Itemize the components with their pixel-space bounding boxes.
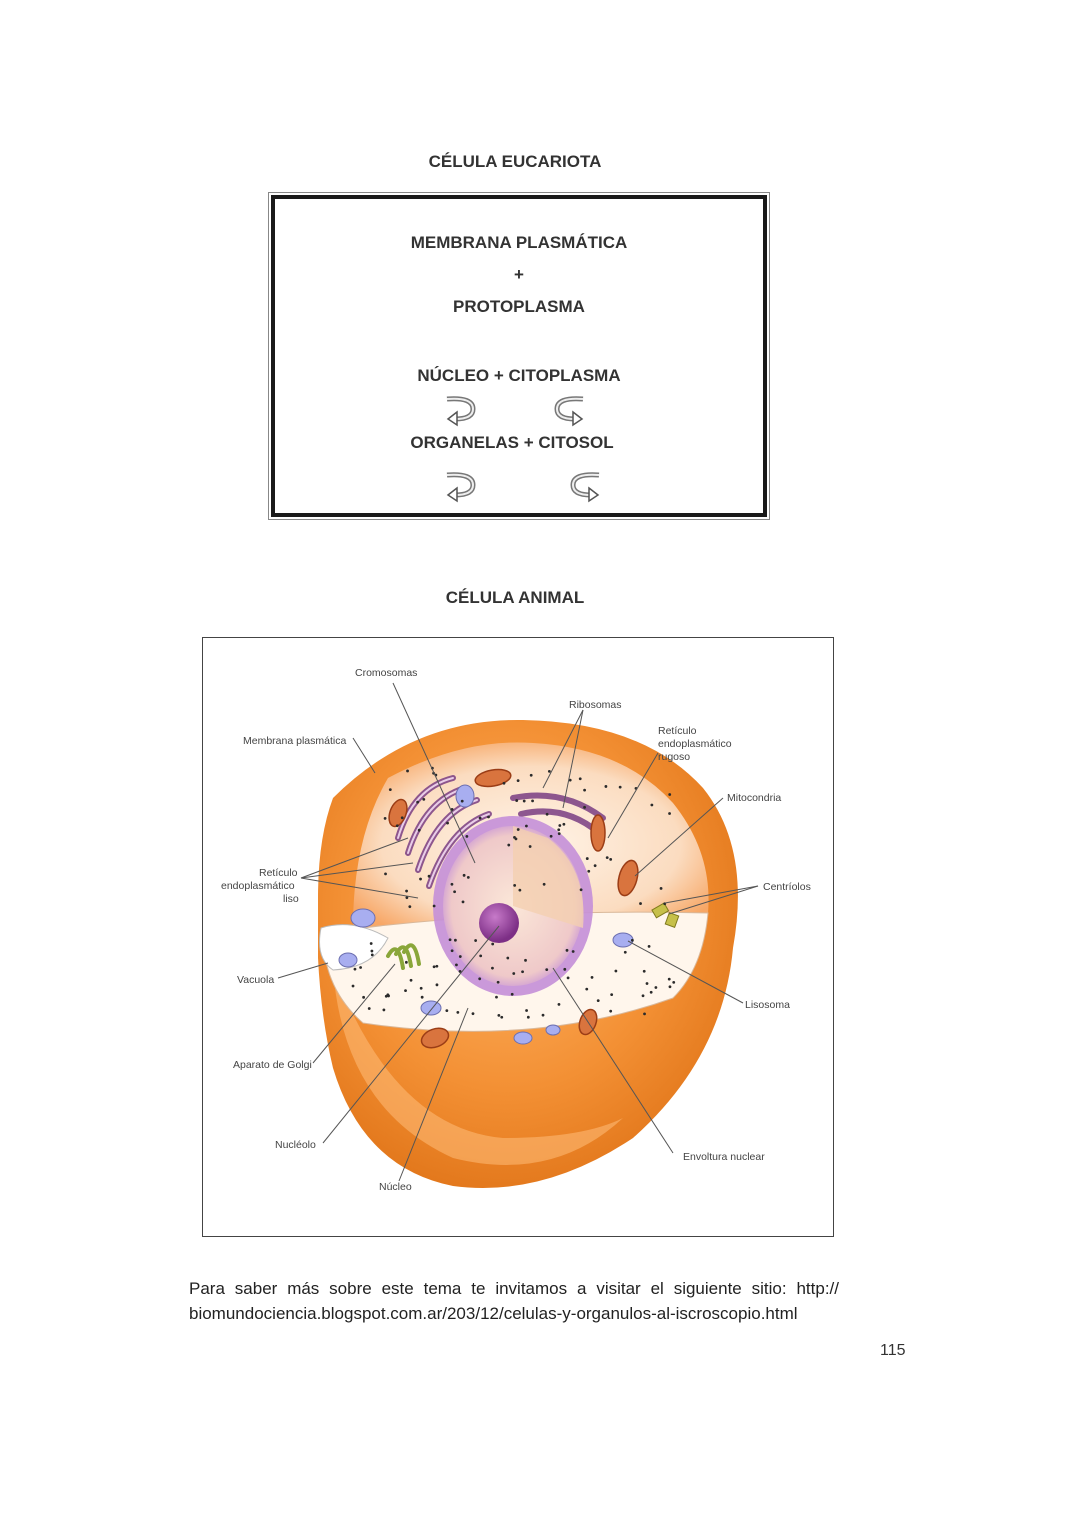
- ribosome-dot: [491, 967, 494, 970]
- protoplasm-label: PROTOPLASMA: [453, 297, 585, 316]
- ribosome-dot: [497, 1014, 500, 1017]
- animal-cell-illustration: [203, 638, 834, 1237]
- ribosome-dot: [531, 800, 534, 803]
- label-mitocondria: Mitocondria: [727, 792, 782, 804]
- ribosome-dot: [525, 825, 528, 828]
- ribosome-dot: [546, 813, 549, 816]
- ribosome-dot: [478, 977, 481, 980]
- ribosome-dot: [371, 953, 374, 956]
- ribosome-dot: [557, 828, 560, 831]
- ribosome-dot: [419, 878, 422, 881]
- ribosome-dot: [517, 828, 520, 831]
- ribosome-dot: [545, 968, 548, 971]
- ribosome-dot: [401, 816, 404, 819]
- ribosome-dot: [558, 832, 561, 835]
- ribosome-dot: [614, 970, 617, 973]
- ribosome-dot: [587, 870, 590, 873]
- ribosome-dot: [435, 965, 438, 968]
- ribosome-dot: [382, 1009, 385, 1012]
- ribosome-dot: [527, 1016, 530, 1019]
- ribosome-dot: [463, 874, 466, 877]
- label-reticulo-liso-2: endoplasmático: [221, 880, 295, 892]
- ribosome-dot: [422, 798, 425, 801]
- ribosome-dot: [650, 804, 653, 807]
- curved-arrow-icon: [567, 469, 603, 503]
- ribosome-dot: [668, 978, 671, 981]
- curved-arrow-icon: [551, 393, 587, 427]
- ribosome-dot: [518, 889, 521, 892]
- ribosome-dot: [511, 993, 514, 996]
- ribosome-dot: [660, 887, 663, 890]
- ribosome-dot: [669, 985, 672, 988]
- curved-arrow-icon: [443, 393, 479, 427]
- ribosome-dot: [472, 1012, 475, 1015]
- ribosome-dot: [370, 942, 373, 945]
- ribosome-dot: [479, 817, 482, 820]
- page-number: 115: [880, 1342, 906, 1359]
- ribosome-dot: [513, 884, 516, 887]
- ribosome-dot: [506, 957, 509, 960]
- label-reticulo-rugoso-2: endoplasmático: [658, 738, 732, 750]
- ribosome-dot: [643, 970, 646, 973]
- nucleolus-shape: [479, 903, 519, 943]
- ribosome-dot: [384, 872, 387, 875]
- ribosome-dot: [362, 996, 365, 999]
- ribosome-dot: [562, 823, 565, 826]
- ribosome-dot: [524, 959, 527, 962]
- ribosome-dot: [624, 951, 627, 954]
- ribosome-dot: [529, 845, 532, 848]
- membrane-label: MEMBRANA PLASMÁTICA: [410, 233, 628, 252]
- ribosome-dot: [359, 966, 362, 969]
- ribosome-dot: [433, 965, 436, 968]
- organelles-cytosol-label: ORGANELAS + CITOSOL: [410, 433, 614, 452]
- ribosome-dot: [389, 788, 392, 791]
- ribosome-dot: [668, 793, 671, 796]
- ribosome-dot: [503, 782, 506, 785]
- label-reticulo-liso-1: Retículo: [259, 867, 298, 879]
- ribosome-dot: [479, 954, 482, 957]
- ribosome-dot: [497, 981, 500, 984]
- label-centriolos: Centríolos: [763, 881, 811, 893]
- label-nucleo: Núcleo: [379, 1181, 412, 1193]
- ribosome-dot: [610, 993, 613, 996]
- ribosome-dot: [495, 996, 498, 999]
- ribosome-dot: [672, 981, 675, 984]
- ribosome-dot: [515, 799, 518, 802]
- ribosome-dot: [416, 801, 419, 804]
- ribosome-dot: [487, 816, 490, 819]
- ribosome-dot: [465, 835, 468, 838]
- ribosome-dot: [609, 1010, 612, 1013]
- ribosome-dot: [558, 1003, 561, 1006]
- ribosome-dot: [517, 779, 520, 782]
- ribosome-dot: [643, 1012, 646, 1015]
- ribosome-dot: [371, 950, 374, 953]
- ribosome-dot: [467, 876, 470, 879]
- ribosome-dot: [500, 1016, 503, 1019]
- ribosome-dot: [572, 950, 575, 953]
- ribosome-dot: [428, 875, 431, 878]
- label-reticulo-liso-3: liso: [283, 893, 299, 905]
- ribosome-dot: [406, 770, 409, 773]
- ribosome-dot: [386, 993, 389, 996]
- ribosome-dot: [668, 812, 671, 815]
- ribosome-dot: [396, 824, 399, 827]
- ribosome-dot: [453, 890, 456, 893]
- ribosome-dot: [354, 968, 357, 971]
- label-membrana: Membrana plasmática: [243, 735, 347, 747]
- label-nucleolo: Nucléolo: [275, 1139, 316, 1151]
- ribosome-dot: [606, 856, 609, 859]
- ribosome-dot: [521, 970, 524, 973]
- label-reticulo-rugoso-3: rugoso: [658, 751, 691, 763]
- ribosome-dot: [567, 977, 570, 980]
- ribosome-dot: [654, 986, 657, 989]
- ribosome-dot: [550, 835, 553, 838]
- ribosome-dot: [558, 824, 561, 827]
- label-vacuola: Vacuola: [237, 974, 275, 986]
- ribosome-dot: [530, 774, 533, 777]
- plus-sign: +: [514, 265, 524, 284]
- ribosome-dot: [639, 902, 642, 905]
- ribosome-dot: [646, 982, 649, 985]
- ribosome-dot: [631, 939, 634, 942]
- heading-animal-cell: CÉLULA ANIMAL: [445, 588, 585, 607]
- ribosome-dot: [455, 963, 458, 966]
- ribosome-dot: [586, 857, 589, 860]
- ribosome-dot: [368, 1007, 371, 1010]
- ribosome-dot: [548, 770, 551, 773]
- heading-eukaryotic-cell: CÉLULA EUCARIOTA: [428, 152, 602, 171]
- label-ribosomas: Ribosomas: [569, 699, 622, 711]
- ribosome-dot: [420, 987, 423, 990]
- ribosome-dot: [583, 789, 586, 792]
- ribosome-dot: [585, 988, 588, 991]
- ribosome-dot: [594, 864, 597, 867]
- ribosome-dot: [543, 883, 546, 886]
- ribosome-dot: [418, 829, 421, 832]
- ribosome-dot: [410, 979, 413, 982]
- ribosome-dot: [648, 945, 651, 948]
- ribosome-dot: [507, 844, 510, 847]
- ribosome-dot: [605, 785, 608, 788]
- ribosome-dot: [525, 1009, 528, 1012]
- ribosome-dot: [609, 858, 612, 861]
- ribosome-dot: [579, 777, 582, 780]
- ribosome-dot: [461, 800, 464, 803]
- ribosome-dot: [474, 939, 477, 942]
- ribosome-dot: [456, 1011, 459, 1014]
- ribosome-dot: [454, 939, 457, 942]
- label-reticulo-rugoso-1: Retículo: [658, 725, 697, 737]
- ribosome-dot: [421, 996, 424, 999]
- ribosome-dot: [405, 890, 408, 893]
- ribosome-dot: [566, 949, 569, 952]
- label-cromosomas: Cromosomas: [355, 667, 418, 679]
- curved-arrow-icon: [443, 469, 479, 503]
- ribosome-dot: [462, 901, 465, 904]
- label-envoltura: Envoltura nuclear: [683, 1151, 765, 1163]
- ribosome-dot: [446, 822, 449, 825]
- ribosome-dot: [451, 883, 454, 886]
- ribosome-dot: [542, 1014, 545, 1017]
- ribosome-dot: [583, 806, 586, 809]
- ribosome-dot: [352, 985, 355, 988]
- label-lisosoma: Lisosoma: [745, 999, 790, 1011]
- ribosome-dot: [459, 955, 462, 958]
- ribosome-dot: [513, 836, 516, 839]
- ribosome-dot: [451, 949, 454, 952]
- ribosome-dot: [580, 888, 583, 891]
- ribosome-dot: [445, 1009, 448, 1012]
- ribosome-dot: [491, 943, 494, 946]
- ribosome-dot: [597, 999, 600, 1002]
- ribosome-dot: [650, 991, 653, 994]
- ribosome-dot: [449, 938, 452, 941]
- label-golgi: Aparato de Golgi: [233, 1059, 312, 1071]
- ribosome-dot: [404, 989, 407, 992]
- ribosome-dot: [384, 817, 387, 820]
- ribosome-dot: [433, 905, 436, 908]
- ribosome-dot: [591, 976, 594, 979]
- ribosome-dot: [436, 983, 439, 986]
- nucleus-cytoplasm-label: NÚCLEO + CITOPLASMA: [417, 366, 621, 385]
- ribosome-dot: [563, 968, 566, 971]
- eukaryote-scheme-box: [271, 195, 767, 517]
- ribosome-dot: [512, 972, 515, 975]
- ribosome-dot: [619, 786, 622, 789]
- ribosome-dot: [408, 905, 411, 908]
- reference-paragraph: Para saber más sobre este tema te invitamos a visitar el siguiente sitio: http:// biomundociencia.blogspot.com.ar/203/12/celulas-y-organulos-al-iscroscopio.html: [189, 1279, 839, 1323]
- ribosome-dot: [642, 994, 645, 997]
- ribosome-dot: [523, 800, 526, 803]
- animal-cell-diagram: [202, 637, 834, 1237]
- ribosome-dot: [405, 961, 408, 964]
